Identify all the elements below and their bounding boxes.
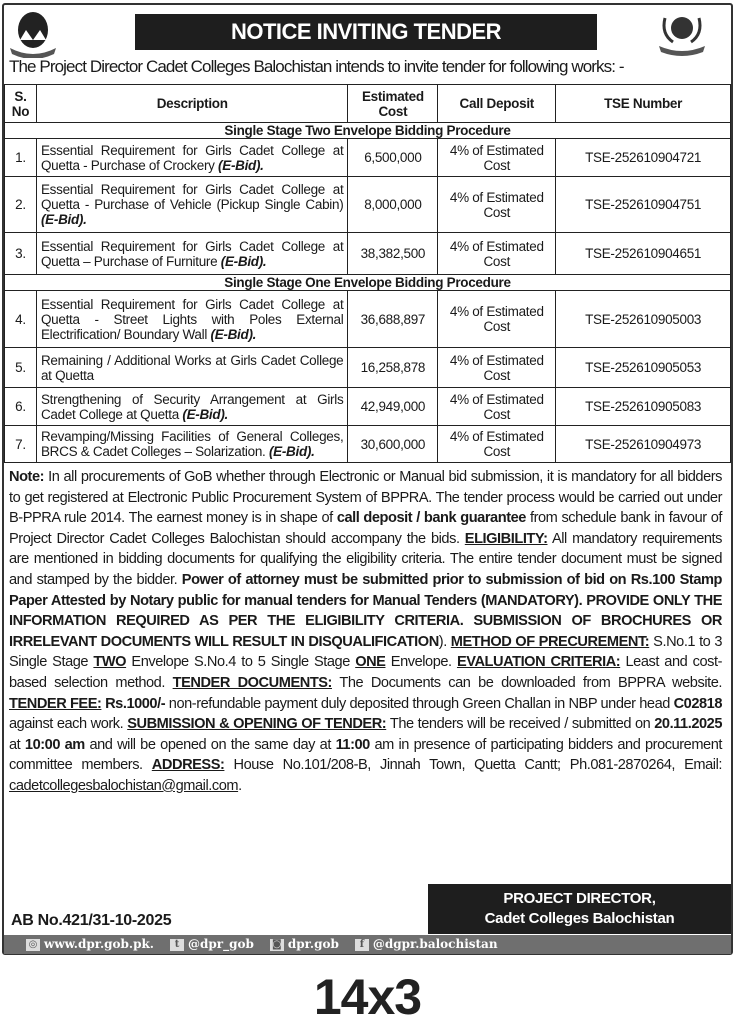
description-text: Essential Requirement for Girls Cadet College at Quetta - Purchase of Crockery <box>40 142 344 173</box>
description-text: Revamping/Missing Facilities of General Colleges, BRCS & Cadet Colleges – Solarization. <box>40 429 344 459</box>
social-item-globe <box>26 935 154 954</box>
note-emphasis: TENDER DOCUMENTS: <box>172 674 332 691</box>
note-text: All mandatory requirements are mentioned in bidding documents for qualifying the eligibility criteria. The entire tender document must be signed and stamped by the bidder. <box>9 530 722 588</box>
description-cell <box>36 233 347 275</box>
serial-number: 3. <box>5 233 37 275</box>
note-text: against each work. <box>9 716 128 733</box>
note-text: from schedule bank in favour of Project Director Cadet Colleges Balochistan should accompany the bids. <box>9 510 722 547</box>
call-deposit: 4% of Estimated Cost <box>438 388 556 426</box>
tse-number: TSE-252610905083 <box>556 388 731 426</box>
note-text: Envelope. <box>385 654 457 671</box>
note-text: non-refundable payment duly deposited through Green Challan in NBP under head <box>165 695 674 712</box>
estimated-cost: 42,949,000 <box>348 388 438 426</box>
description-text: Essential Requirement for Girls Cadet College at Quetta - Purchase of Vehicle (Pickup Single Cabin) <box>40 182 344 212</box>
serial-number: 6. <box>5 388 37 426</box>
tse-number: TSE-252610904973 <box>556 426 731 463</box>
social-handle: www.dpr.gob.pk. <box>44 937 154 951</box>
column-header: S. No <box>5 85 37 123</box>
call-deposit: 4% of Estimated Cost <box>438 291 556 348</box>
note-text: and will be opened on the same day at <box>84 736 336 753</box>
signature-block <box>428 884 731 934</box>
note-emphasis: METHOD OF PRECUREMENT: <box>450 633 650 650</box>
table-row <box>5 291 731 348</box>
note-emphasis: Power of attorney must be submitted prior to submission of bid on Rs.100 Stamp Paper Attested by Notary public for manual tenders for Manual Tenders (MANDATORY). PROVIDE ONLY THE INFORMATION REQUIRED AS PER THE ELIGIBILITY CRITERIA. SUBMISSION OF BROCHURES OR IRRELEVANT DOCUMENTS WILL RESULT IN DISQUALIFICATION <box>9 571 722 650</box>
signature-title: PROJECT DIRECTOR, <box>503 890 656 907</box>
description-text: Remaining / Additional Works at Girls Cadet College at Quetta <box>40 352 344 383</box>
social-bar <box>4 935 731 954</box>
ad-size: 14x3 <box>313 969 422 1025</box>
notice-title: NOTICE INVITING TENDER <box>135 14 597 50</box>
note-emphasis: Rs.1000/- <box>105 695 166 712</box>
note-text: The Documents can be downloaded from BPPRA website. <box>331 674 722 691</box>
note-emphasis: C02818 <box>673 695 722 712</box>
description-cell <box>36 177 347 233</box>
table-row <box>5 388 731 426</box>
social-handle: dpr.gob <box>287 937 339 951</box>
description-cell <box>36 348 347 388</box>
tse-number: TSE-252610904721 <box>556 139 731 177</box>
estimated-cost: 30,600,000 <box>348 426 438 463</box>
description-cell <box>36 291 347 348</box>
estimated-cost: 36,688,897 <box>348 291 438 348</box>
instagram-icon: ◙ <box>270 939 284 951</box>
call-deposit: 4% of Estimated Cost <box>438 426 556 463</box>
globe-icon: ◎ <box>26 939 40 951</box>
note-paragraph <box>9 467 722 797</box>
email-link[interactable]: cadetcollegesbalochistan@gmail.com <box>9 777 239 794</box>
serial-number: 7. <box>5 426 37 463</box>
estimated-cost: 6,500,000 <box>348 139 438 177</box>
note-text: House No.101/208-B, Jinnah Town, Quetta Cantt; Ph.081-2870264, Email: <box>224 757 722 774</box>
note-text: Least and cost-based selection method. <box>9 654 722 691</box>
cadet-college-crest-logo <box>655 8 709 58</box>
ab-number: AB No.421/31-10-2025 <box>11 912 172 929</box>
estimated-cost: 38,382,500 <box>348 233 438 275</box>
note-emphasis: EVALUATION CRITERIA: <box>456 654 621 671</box>
table-row <box>5 348 731 388</box>
note-text: . <box>238 777 242 794</box>
note-text: Envelope S.No.4 to 5 Single Stage <box>126 654 356 671</box>
note-emphasis: 20.11.2025 <box>654 716 722 733</box>
note-emphasis: ADDRESS: <box>151 757 225 774</box>
estimated-cost: 8,000,000 <box>348 177 438 233</box>
column-header: Description <box>36 85 347 123</box>
note-emphasis: 11:00 <box>335 736 370 753</box>
ebid-tag: (E-Bid). <box>220 253 267 269</box>
note-emphasis: ELIGIBILITY: <box>464 530 548 547</box>
estimated-cost: 16,258,878 <box>348 348 438 388</box>
description-text: Essential Requirement for Girls Cadet College at Quetta – Purchase of Furniture <box>40 238 344 269</box>
section-heading: Single Stage Two Envelope Bidding Procedure <box>5 123 731 139</box>
note-text: at <box>9 736 25 753</box>
intro-text: The Project Director Cadet Colleges Balochistan intends to invite tender for following works: - <box>9 57 624 76</box>
table-row <box>5 177 731 233</box>
ebid-tag: (E-Bid). <box>218 157 264 173</box>
ebid-tag: (E-Bid). <box>182 406 228 422</box>
note-emphasis: SUBMISSION & OPENING OF TENDER: <box>127 716 387 733</box>
table-row <box>5 139 731 177</box>
description-text: Essential Requirement for Girls Cadet College at Quetta - Street Lights with Poles External Electrification/ Boundary Wall <box>40 296 344 342</box>
note-emphasis: Note: <box>9 469 45 485</box>
social-handle: @dpr_gob <box>188 937 254 951</box>
note-text: In all procurements of GoB whether through Electronic or Manual bid submission, it is mandatory for all bidders to get registered at Electronic Public Procurement System of BPPRA. The tender process would be carried out under B-PPRA rule 2014. The earnest money is in shape of <box>9 469 722 527</box>
facebook-icon: f <box>355 939 369 951</box>
tender-table <box>4 84 731 463</box>
serial-number: 4. <box>5 291 37 348</box>
note-emphasis: TENDER FEE: <box>9 695 102 712</box>
balochistan-emblem-logo <box>6 8 60 58</box>
call-deposit: 4% of Estimated Cost <box>438 348 556 388</box>
ebid-tag: (E-Bid). <box>40 212 87 227</box>
table-row <box>5 233 731 275</box>
note-text: ). <box>438 633 451 650</box>
tse-number: TSE-252610904751 <box>556 177 731 233</box>
call-deposit: 4% of Estimated Cost <box>438 139 556 177</box>
social-item-facebook <box>355 935 498 954</box>
ebid-tag: (E-Bid). <box>268 444 315 459</box>
tse-number: TSE-252610905003 <box>556 291 731 348</box>
serial-number: 1. <box>5 139 37 177</box>
twitter-icon: t <box>170 939 184 951</box>
note-emphasis: 10:00 am <box>24 736 85 753</box>
note-text: am in presence of participating bidders and procurement committee members. <box>9 736 722 774</box>
social-handle: @dgpr.balochistan <box>372 937 498 951</box>
column-header: Call Deposit <box>438 85 556 123</box>
note-emphasis: ONE <box>355 654 386 671</box>
description-text: Strengthening of Security Arrangement at Girls Cadet College at Quetta <box>40 391 344 422</box>
note-emphasis: TWO <box>93 654 127 671</box>
section-heading: Single Stage One Envelope Bidding Procedure <box>5 275 731 291</box>
call-deposit: 4% of Estimated Cost <box>438 177 556 233</box>
ebid-tag: (E-Bid). <box>210 326 257 342</box>
description-cell <box>36 139 347 177</box>
social-item-instagram <box>270 935 339 954</box>
social-item-twitter <box>170 935 254 954</box>
table-row <box>5 426 731 463</box>
tse-number: TSE-252610904651 <box>556 233 731 275</box>
tse-number: TSE-252610905053 <box>556 348 731 388</box>
column-header: TSE Number <box>556 85 731 123</box>
note-text: S.No.1 to 3 Single Stage <box>9 633 722 671</box>
description-cell <box>36 426 347 463</box>
signature-org: Cadet Colleges Balochistan <box>484 910 675 927</box>
serial-number: 5. <box>5 348 37 388</box>
column-header: Estimated Cost <box>348 85 438 123</box>
note-text: The tenders will be received / submitted on <box>386 716 655 733</box>
serial-number: 2. <box>5 177 37 233</box>
description-cell <box>36 388 347 426</box>
note-emphasis: call deposit / bank guarantee <box>336 510 526 527</box>
call-deposit: 4% of Estimated Cost <box>438 233 556 275</box>
